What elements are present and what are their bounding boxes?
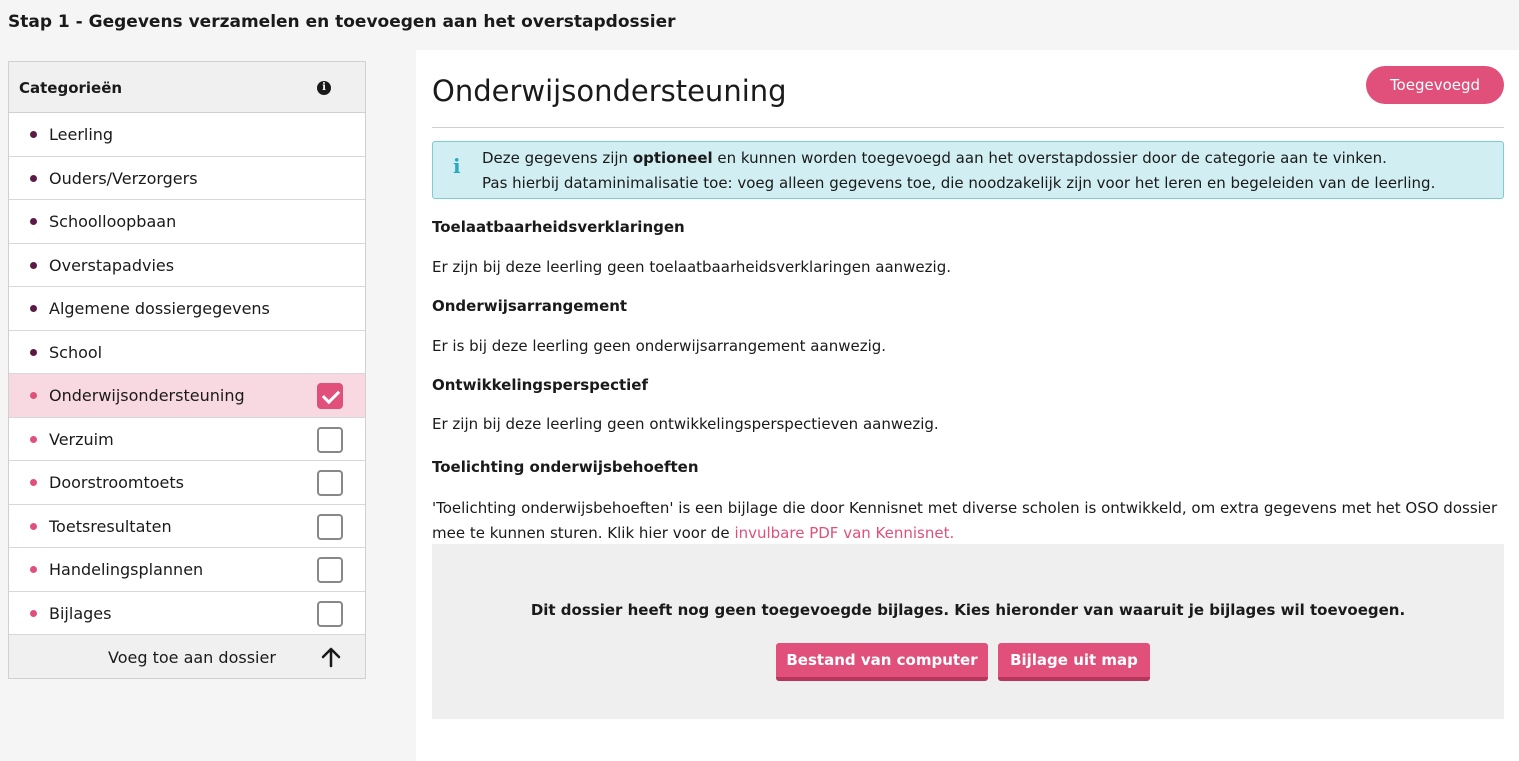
sidebar-item-ouders-verzorgers[interactable] <box>9 157 365 201</box>
attachments-panel <box>432 544 1504 719</box>
sidebar-item-label: Schoolloopbaan <box>49 212 177 231</box>
sidebar-item-handelingsplannen[interactable] <box>9 548 365 592</box>
main-panel <box>416 50 1519 761</box>
bullet-icon <box>30 566 37 573</box>
arrow-up-icon <box>321 646 341 668</box>
sidebar-item-schoolloopbaan[interactable] <box>9 200 365 244</box>
sidebar-item-school[interactable] <box>9 331 365 375</box>
alert-line-1: Deze gegevens zijn optioneel en kunnen worden toegevoegd aan het overstapdossier door de categorie aan te vinken. <box>482 149 1387 167</box>
sidebar-item-label: Leerling <box>49 125 114 144</box>
sidebar-item-leerling[interactable] <box>9 113 365 157</box>
sidebar-item-label: Ouders/Verzorgers <box>49 168 198 188</box>
no-attachments-message: Dit dossier heeft nog geen toegevoegde bijlages. Kies hieronder van waaruit je bijlages wil toevoegen. <box>530 601 1406 619</box>
sidebar-item-verzuim[interactable] <box>9 418 365 462</box>
bullet-icon <box>30 175 37 182</box>
attachment-from-folder-button[interactable]: Bijlage uit map <box>998 643 1150 681</box>
sidebar-header <box>9 62 365 113</box>
sidebar-item-onderwijsondersteuning[interactable] <box>9 374 365 418</box>
heading-ontwikkelingsperspectief: Ontwikkelingsperspectief <box>432 376 648 394</box>
bullet-icon <box>30 349 37 356</box>
bullet-icon <box>30 610 37 617</box>
info-alert <box>432 141 1504 199</box>
add-to-dossier-label: Voeg toe aan dossier <box>108 648 276 667</box>
sidebar-item-algemene-dossiergegevens[interactable] <box>9 287 365 331</box>
added-status-button[interactable]: Toegevoegd <box>1366 66 1504 104</box>
sidebar-item-label: Overstapadvies <box>49 255 175 275</box>
sidebar-item-label: Algemene dossiergegevens <box>49 299 270 318</box>
bullet-icon <box>30 436 37 443</box>
category-checkbox[interactable] <box>317 601 343 627</box>
sidebar-item-label: Onderwijsondersteuning <box>49 386 245 405</box>
heading-onderwijsarrangement: Onderwijsarrangement <box>432 297 628 315</box>
bullet-icon <box>30 131 37 138</box>
sidebar-item-label: Toetsresultaten <box>49 516 172 536</box>
bullet-icon <box>30 523 37 530</box>
bullet-icon <box>30 262 37 269</box>
sidebar-item-bijlages[interactable] <box>9 592 365 636</box>
text-ontwikkelingsperspectief: Er zijn bij deze leerling geen ontwikkelingsperspectieven aanwezig. <box>432 415 939 433</box>
category-checkbox[interactable] <box>317 557 343 583</box>
sidebar-item-label: Verzuim <box>49 429 114 449</box>
bullet-icon <box>30 305 37 312</box>
info-icon: i <box>453 154 461 178</box>
category-checkbox[interactable] <box>317 383 343 409</box>
category-checkbox[interactable] <box>317 427 343 453</box>
sidebar-title: Categorieën <box>19 79 123 97</box>
bullet-icon <box>30 218 37 225</box>
heading-toelaatbaarheidsverklaringen: Toelaatbaarheidsverklaringen <box>432 218 685 236</box>
divider <box>432 127 1504 128</box>
sidebar-item-doorstroomtoets[interactable] <box>9 461 365 505</box>
page-title: Stap 1 - Gegevens verzamelen en toevoegen aan het overstapdossier <box>8 12 676 32</box>
category-sidebar <box>8 61 366 679</box>
sidebar-item-overstapadvies[interactable] <box>9 244 365 288</box>
sidebar-item-label: Bijlages <box>49 603 112 623</box>
sidebar-item-label: School <box>49 342 103 362</box>
sidebar-item-label: Doorstroomtoets <box>49 473 184 492</box>
alert-line-2: Pas hierbij dataminimalisatie toe: voeg alleen gegevens toe, die noodzakelijk zijn voor het leren en begeleiden van de leerling. <box>482 174 1436 192</box>
file-from-computer-button[interactable]: Bestand van computer <box>776 643 988 681</box>
page-header <box>0 0 1519 48</box>
category-list <box>9 113 365 635</box>
kennisnet-pdf-link[interactable]: invulbare PDF van Kennisnet. <box>734 524 955 542</box>
add-to-dossier-button[interactable] <box>9 635 365 678</box>
heading-toelichting: Toelichting onderwijsbehoeften <box>432 458 699 476</box>
category-checkbox[interactable] <box>317 470 343 496</box>
bullet-icon <box>30 392 37 399</box>
bullet-icon <box>30 479 37 486</box>
sidebar-item-label: Handelingsplannen <box>49 560 204 579</box>
text-toelaatbaarheidsverklaringen: Er zijn bij deze leerling geen toelaatbaarheidsverklaringen aanwezig. <box>432 258 951 276</box>
text-onderwijsarrangement: Er is bij deze leerling geen onderwijsarrangement aanwezig. <box>432 337 887 355</box>
toelichting-description: 'Toelichting onderwijsbehoeften' is een bijlage die door Kennisnet met diverse scholen is ontwikkeld, om extra gegevens met het OSO dossier mee te kunnen sturen. Klik hier voor de invulbare PDF van Kennisnet. <box>432 499 1498 542</box>
sidebar-item-toetsresultaten[interactable] <box>9 505 365 549</box>
category-checkbox[interactable] <box>317 514 343 540</box>
info-circle-icon[interactable]: i <box>317 81 331 95</box>
section-title: Onderwijsondersteuning <box>432 74 787 108</box>
background-strip <box>366 48 416 761</box>
